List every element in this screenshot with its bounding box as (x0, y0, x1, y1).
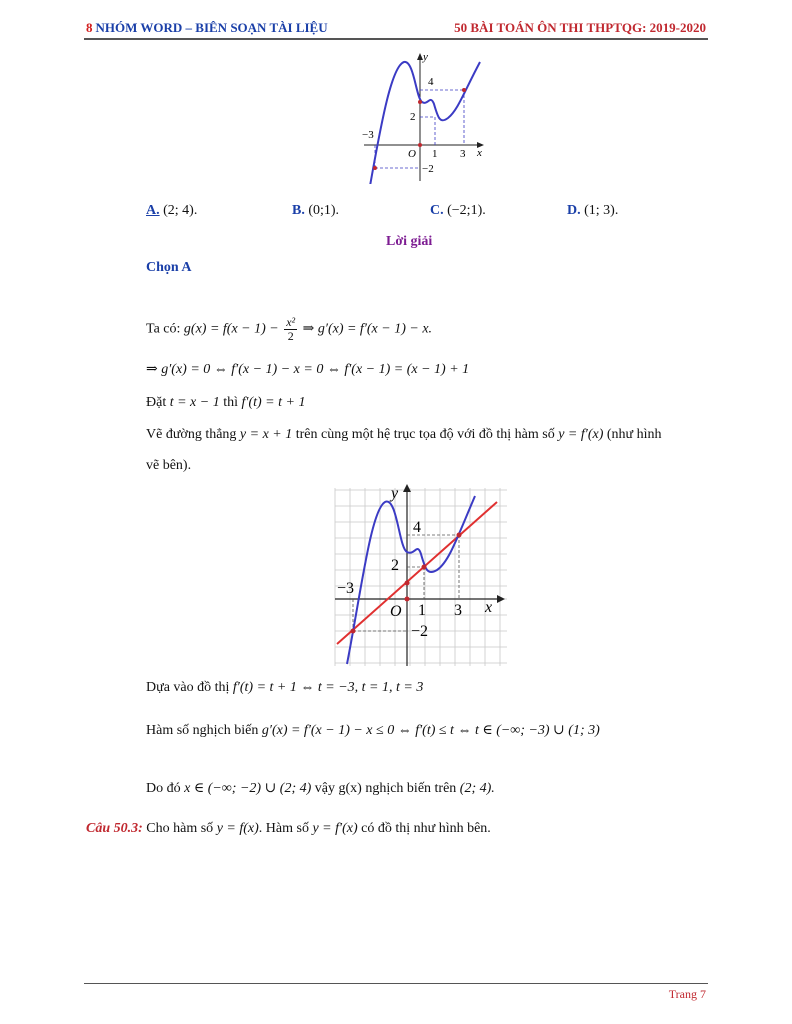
question-text-b: y = f(x) (216, 821, 259, 836)
solution-line-4 (146, 427, 662, 443)
line8-b: x ∈ (−∞; −2) ∪ (2; 4) (184, 781, 312, 796)
line4-a: Vẽ đường thẳng (146, 427, 240, 442)
fig1-label-neg2: −2 (422, 163, 434, 175)
fig2-label-origin: O (390, 603, 402, 620)
fig1-label-1: 1 (432, 148, 438, 160)
answer-a-value: (2; 4). (163, 203, 198, 218)
header-left (86, 20, 328, 36)
page-header (86, 20, 706, 38)
answer-d-value: (1; 3). (584, 203, 619, 218)
solution-heading: Lời giải (386, 234, 433, 249)
fig1-label-3: 3 (460, 148, 466, 160)
line3-mid: thì (219, 395, 242, 410)
answer-b-value: (0;1). (308, 203, 340, 218)
line1-fraction (284, 316, 297, 343)
header-rule (84, 38, 708, 40)
answer-d-letter: D. (567, 203, 581, 218)
fig1-label-x: x (477, 147, 482, 159)
line1-frac-num: x² (286, 315, 296, 329)
answer-a-letter: A. (146, 203, 160, 218)
figure-1-graph (360, 48, 490, 184)
line1-expr-b: ⇒ g′(x) = f′(x − 1) − x. (302, 321, 433, 337)
answer-c (430, 203, 486, 219)
question-text-c: . Hàm số (258, 821, 313, 836)
line1-expr-a: g(x) = f(x − 1) − (183, 321, 279, 337)
line4-c: trên cùng một hệ trục tọa độ với đồ thị hàm số (292, 427, 559, 442)
line3-prefix: Đặt (146, 395, 170, 410)
solution-line-8 (146, 780, 495, 797)
answer-b (292, 203, 339, 219)
answer-c-letter: C. (430, 203, 444, 218)
solution-choice: Chọn A (146, 260, 192, 275)
question-text-d: y = f′(x) (312, 821, 358, 836)
solution-line-3 (146, 395, 305, 411)
fig1-label-2: 2 (410, 111, 416, 123)
line6-a: Dựa vào đồ thị (146, 680, 233, 695)
fig1-label-origin: O (408, 148, 416, 160)
page-number: Trang 7 (668, 987, 706, 1001)
line8-c: vậy g(x) nghịch biến trên (311, 781, 460, 796)
fig1-label-neg3: −3 (362, 129, 374, 141)
fig2-label-2: 2 (391, 557, 399, 574)
line4-b: y = x + 1 (239, 427, 293, 442)
answer-d (567, 203, 618, 219)
answer-c-value: (−2;1). (447, 203, 486, 218)
question-text-a: Cho hàm số (142, 821, 217, 836)
fig2-label-4: 4 (413, 519, 421, 536)
solution-line-7 (146, 722, 600, 739)
fig2-label-1: 1 (418, 602, 426, 619)
fig2-label-neg2: −2 (411, 623, 429, 640)
question-50-3 (86, 821, 491, 837)
line7-b: g′(x) = f′(x − 1) − x ≤ 0 ⇔ f′(t) ≤ t ⇔ t ∈ (−∞; −3) ∪ (1; 3) (261, 723, 600, 738)
header-right: 50 BÀI TOÁN ÔN THI THPTQG: 2019-2020 (454, 20, 706, 35)
line8-d: (2; 4). (459, 781, 495, 796)
solution-line-6 (146, 680, 423, 696)
line3-expr-a: t = x − 1 (169, 395, 220, 410)
line2-expr: ⇒ g′(x) = 0 ⇔ f′(x − 1) − x = 0 ⇔ f′(x − 1) = (x − 1) + 1 (146, 362, 470, 377)
line1-prefix: Ta có: (146, 321, 184, 337)
solution-line-1 (146, 316, 432, 343)
figure-2-graph (333, 482, 511, 668)
line1-frac-den: 2 (287, 329, 294, 343)
answer-a (146, 203, 197, 219)
line3-expr-b: f′(t) = t + 1 (241, 395, 306, 410)
solution-line-5: vẽ bên). (146, 458, 192, 473)
question-text-e: có đồ thị như hình bên. (357, 821, 491, 836)
fig2-label-x: x (485, 599, 493, 616)
solution-line-2 (146, 361, 469, 378)
header-left-text: NHÓM WORD – BIÊN SOẠN TÀI LIỆU (95, 20, 328, 35)
line8-a: Do đó (146, 781, 185, 796)
fig2-label-neg3: −3 (337, 580, 355, 597)
line6-b: f′(t) = t + 1 ⇔ t = −3, t = 1, t = 3 (232, 680, 424, 695)
answer-b-letter: B. (292, 203, 305, 218)
line4-d: y = f′(x) (558, 427, 604, 442)
footer-rule (84, 983, 708, 984)
fig2-label-3: 3 (454, 602, 462, 619)
fig2-label-y: y (391, 485, 399, 502)
fig1-label-4: 4 (428, 76, 434, 88)
line7-a: Hàm số nghịch biến (146, 723, 262, 738)
header-mark: 8 (86, 20, 93, 35)
question-label: Câu 50.3: (86, 821, 143, 836)
fig1-label-y: y (423, 51, 428, 63)
line4-e: (như hình (603, 427, 662, 442)
